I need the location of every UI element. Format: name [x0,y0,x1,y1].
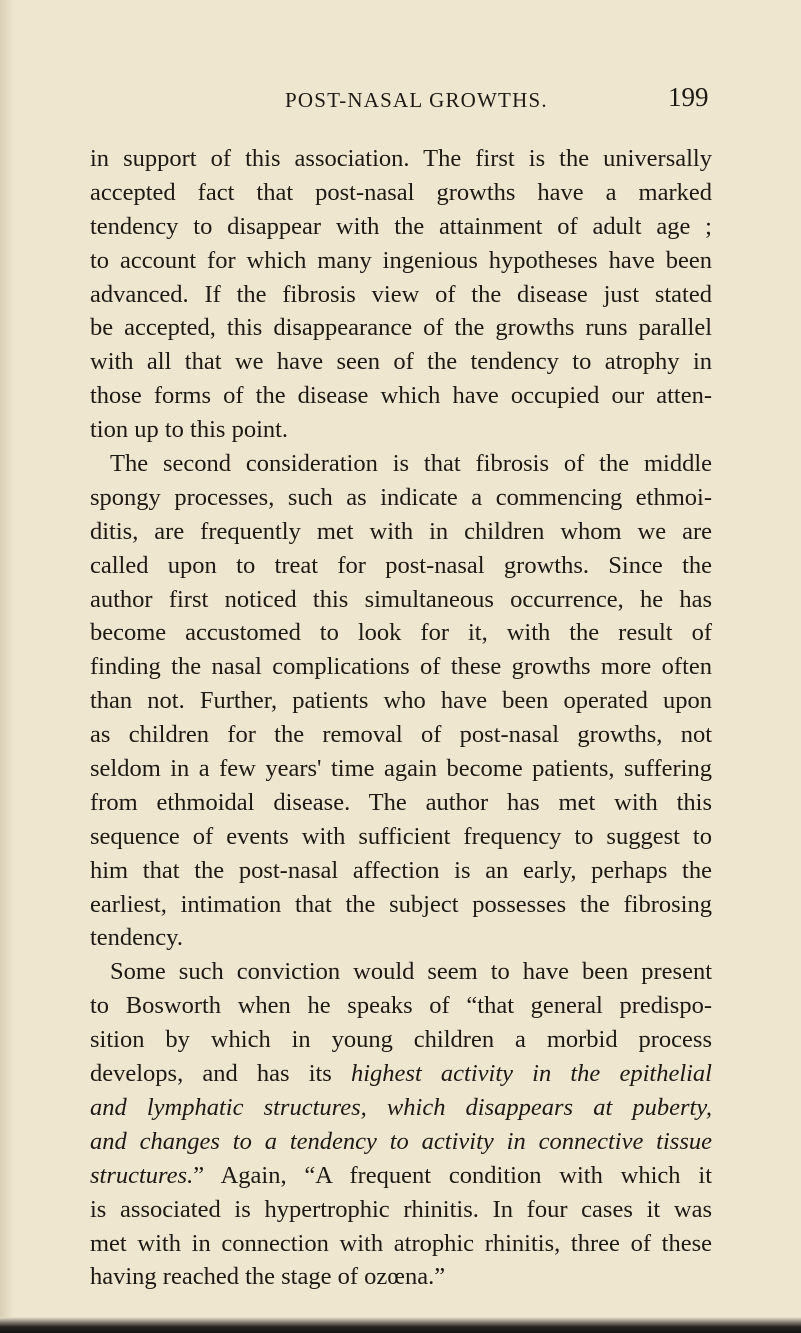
text-line: become accustomed to look for it, with the result of [90,619,712,647]
text-run: ” Again, “A frequent condition with which it [193,1161,712,1189]
text-line: be accepted, this disappearance of the growths runs parallel [90,314,712,342]
text-line: having reached the stage of ozœna.” [90,1263,446,1291]
page-number: 199 [668,82,709,112]
text-line: to account for which many ingenious hypotheses have been [90,246,712,274]
page-header [0,82,801,126]
text-line: as children for the removal of post-nasal growths, not [90,721,712,749]
text-line: tendency to disappear with the attainment of adult age ; [90,212,712,240]
italic-run: and lymphatic structures, which disappears at puberty, [90,1093,712,1121]
text-line: called upon to treat for post-nasal growths. Since the [90,551,712,579]
text-line: those forms of the disease which have occupied our atten- [90,382,712,410]
body-text [90,142,712,1294]
text-line: in support of this association. The first is the universally [90,145,712,172]
text-line: ditis, are frequently met with in children whom we are [90,517,712,545]
italic-run: highest activity in the epithelial [351,1060,712,1088]
page-edge-shadow [0,0,14,1333]
text-run: develops, and has its [90,1060,351,1088]
bottom-scan-edge [0,1317,801,1333]
text-line [90,1159,712,1193]
text-line: him that the post-nasal affection is an early, perhaps the [90,856,712,884]
text-line: Some such conviction would seem to have been present [110,958,712,986]
italic-run: structures. [90,1161,194,1189]
text-line: met with in connection with atrophic rhinitis, three of these [90,1229,712,1257]
text-line: spongy processes, such as indicate a commencing ethmoi- [90,483,712,511]
text-line: to Bosworth when he speaks of “that general predispo- [90,992,712,1020]
text-line: sition by which in young children a morbid process [90,1026,712,1054]
text-line: earliest, intimation that the subject possesses the fibrosing [90,890,712,918]
text-line: than not. Further, patients who have been operated upon [90,687,712,715]
text-line: seldom in a few years' time again become patients, suffering [90,755,712,783]
text-line: with all that we have seen of the tendency to atrophy in [90,348,712,376]
text-line: author first noticed this simultaneous occurrence, he has [90,585,712,613]
text-line: accepted fact that post-nasal growths have a marked [90,178,712,206]
text-line: tendency. [90,924,183,952]
text-line: is associated is hypertrophic rhinitis. In four cases it was [90,1195,712,1223]
running-head: POST-NASAL GROWTHS. [285,88,548,112]
text-line [90,1091,712,1125]
text-line [90,1125,712,1159]
italic-run: and changes to a tendency to activity in connective tissue [90,1127,712,1155]
text-line: finding the nasal complications of these growths more often [90,653,712,681]
text-line: tion up to this point. [90,416,289,444]
text-line: from ethmoidal disease. The author has met with this [90,788,712,816]
text-line: sequence of events with sufficient frequency to suggest to [90,822,712,850]
text-line: advanced. If the fibrosis view of the disease just stated [90,280,712,308]
text-line [90,1057,712,1091]
text-line: The second consideration is that fibrosis of the middle [110,450,712,478]
